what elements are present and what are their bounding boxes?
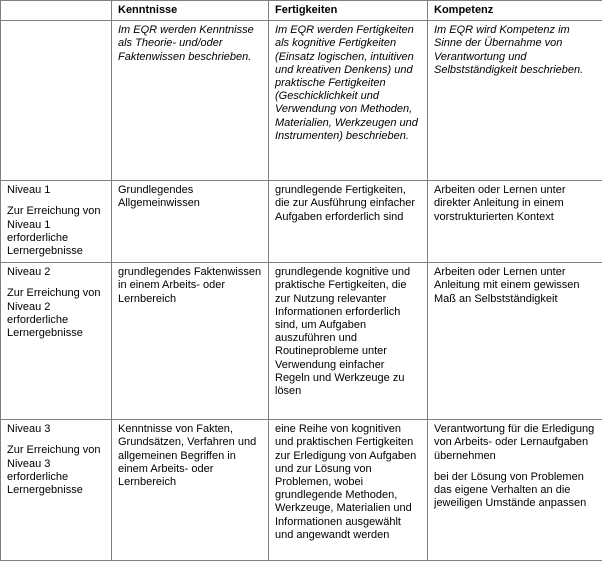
kenntnisse-cell: grundlegendes Faktenwissen in einem Arbeits- oder Lernbereich — [112, 263, 269, 420]
kenntnisse-cell: Kenntnisse von Fakten, Grundsätzen, Verfahren und allgemeinen Begriffen in einem Arbeits- oder Lernbereich — [112, 420, 269, 561]
kompetenz-paragraph: bei der Lösung von Problemen das eigene Verhalten an die jeweiligen Umstände anpassen — [434, 470, 587, 510]
level-description: Zur Erreichung von Niveau 2 erforderliche Lernergebnisse — [7, 287, 101, 340]
table-row — [1, 420, 602, 561]
intro-fertigkeiten: Im EQR werden Fertigkeiten als kognitive Fertigkeiten (Einsatz logischen, intuitiven und kreativen Denkens) und praktische Fertigkeiten (Geschicklichkeit und Verwendung von Methoden, Materialien, Werkzeugen und Instrumenten) beschrieben. — [269, 21, 428, 181]
kompetenz-cell — [428, 181, 602, 263]
table-row — [1, 263, 602, 420]
header-fertigkeiten: Fertigkeiten — [269, 1, 428, 21]
level-name: Niveau 2 — [7, 266, 51, 279]
fertigkeiten-cell: eine Reihe von kognitiven und praktischen Fertigkeiten zur Erledigung von Aufgaben und zur Lösung von Problemen, wobei grundlegende Methoden, Werkzeuge, Materialien und Informationen ausgewählt und angewandt werden — [269, 420, 428, 561]
level-cell — [1, 181, 112, 263]
header-empty-cell — [1, 1, 112, 21]
level-description: Zur Erreichung von Niveau 1 erforderliche Lernergebnisse — [7, 205, 101, 258]
fertigkeiten-cell: grundlegende kognitive und praktische Fertigkeiten, die zur Nutzung relevanter Informationen erforderlich sind, um Aufgaben auszuführen und Routineprobleme unter Verwendung einfacher Regeln und Werkzeuge zu lösen — [269, 263, 428, 420]
table-row — [1, 181, 602, 263]
intro-row — [1, 21, 602, 181]
header-row — [1, 1, 602, 21]
header-kompetenz: Kompetenz — [428, 1, 602, 21]
kompetenz-paragraph: Verantwortung für die Erledigung von Arbeits- oder Lernaufgaben übernehmen — [434, 423, 595, 462]
level-cell — [1, 420, 112, 561]
kompetenz-paragraph: Arbeiten oder Lernen unter Anleitung mit einem gewissen Maß an Selbstständigkeit — [434, 266, 580, 305]
fertigkeiten-cell: grundlegende Fertigkeiten, die zur Ausführung einfacher Aufgaben erforderlich sind — [269, 181, 428, 263]
level-name: Niveau 1 — [7, 184, 51, 197]
level-description: Zur Erreichung von Niveau 3 erforderliche Lernergebnisse — [7, 444, 101, 497]
level-name: Niveau 3 — [7, 423, 51, 436]
header-kenntnisse: Kenntnisse — [112, 1, 269, 21]
kompetenz-paragraph: Arbeiten oder Lernen unter direkter Anleitung in einem vorstrukturierten Kontext — [434, 184, 566, 223]
level-cell — [1, 263, 112, 420]
kenntnisse-cell: Grundlegendes Allgemeinwissen — [112, 181, 269, 263]
intro-kenntnisse: Im EQR werden Kenntnisse als Theorie- und/oder Faktenwissen beschrieben. — [112, 21, 269, 181]
kompetenz-cell — [428, 263, 602, 420]
kompetenz-cell — [428, 420, 602, 561]
intro-kompetenz: Im EQR wird Kompetenz im Sinne der Übernahme von Verantwortung und Selbstständigkeit beschrieben. — [428, 21, 602, 181]
intro-empty-cell — [1, 21, 112, 181]
